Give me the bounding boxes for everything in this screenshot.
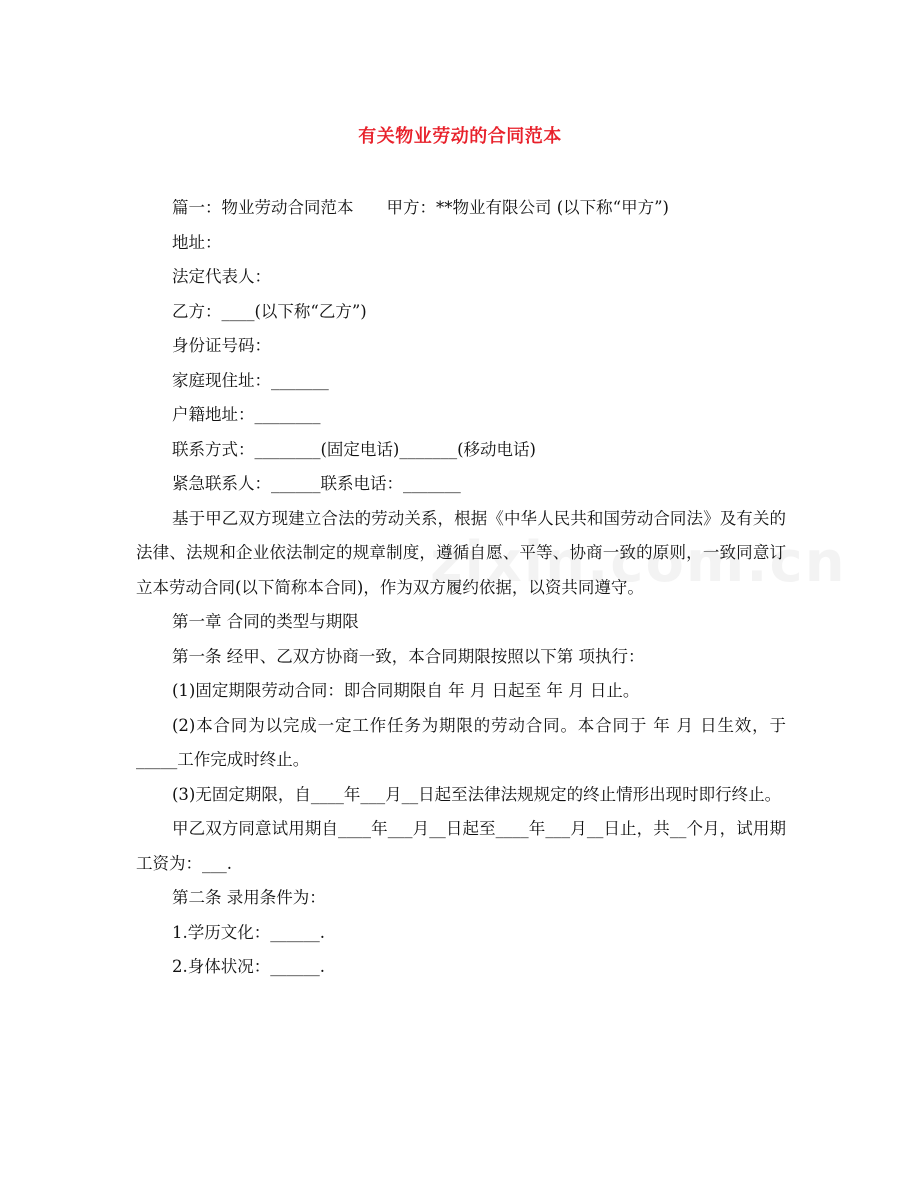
condition-1: 1.学历文化：______. [172,922,325,942]
chapter-heading: 第一章 合同的类型与期限 [172,612,359,631]
condition-2: 2.身体状况：______. [172,957,325,976]
term-item-3: (3)无固定期限，自____年___月__日起至法律法规规定的终止情形出现时即行终止。 [172,784,782,804]
preamble-paragraph: 基于甲乙双方现建立合法的劳动关系，根据《中华人民共和国劳动合同法》及有关的法律、法规和企业依法制定的规章制度，遵循自愿、平等、协商一致的原则，一致同意订立本劳动合同(以下简称本合同)，作为双方履约依据，以资共同遵守。 [136,508,786,597]
term-item-1: (1)固定期限劳动合同：即合同期限自 年 月 日起至 年 月 日止。 [172,681,640,700]
contact-line: 联系方式：________(固定电话)_______(移动电话) [172,439,536,459]
home-address-line: 家庭现住址：_______ [172,370,329,390]
household-address-line: 户籍地址：________ [172,405,321,424]
party-b-line: 乙方：____(以下称“乙方”) [172,301,367,321]
article-1: 第一条 经甲、乙双方协商一致，本合同期限按照以下第 项执行： [172,646,645,666]
id-number-line: 身份证号码： [172,336,271,355]
article-2: 第二条 录用条件为： [172,888,326,907]
header-line: 篇一：物业劳动合同范本 甲方：**物业有限公司 (以下称“甲方”) [172,198,669,217]
legal-representative-line: 法定代表人： [172,267,271,286]
address-line: 地址： [172,232,222,252]
document-body [136,191,786,985]
probation-paragraph: 甲乙双方同意试用期自____年___月__日起至____年___月__日止，共__个月，试用期工资为：___. [136,819,786,873]
emergency-contact-line: 紧急联系人：______联系电话：_______ [172,474,461,493]
document-title: 有关物业劳动的合同范本 [358,126,562,147]
term-item-2: (2)本合同为以完成一定工作任务为期限的劳动合同。本合同于 年 月 日生效，于_____工作完成时终止。 [136,715,786,769]
